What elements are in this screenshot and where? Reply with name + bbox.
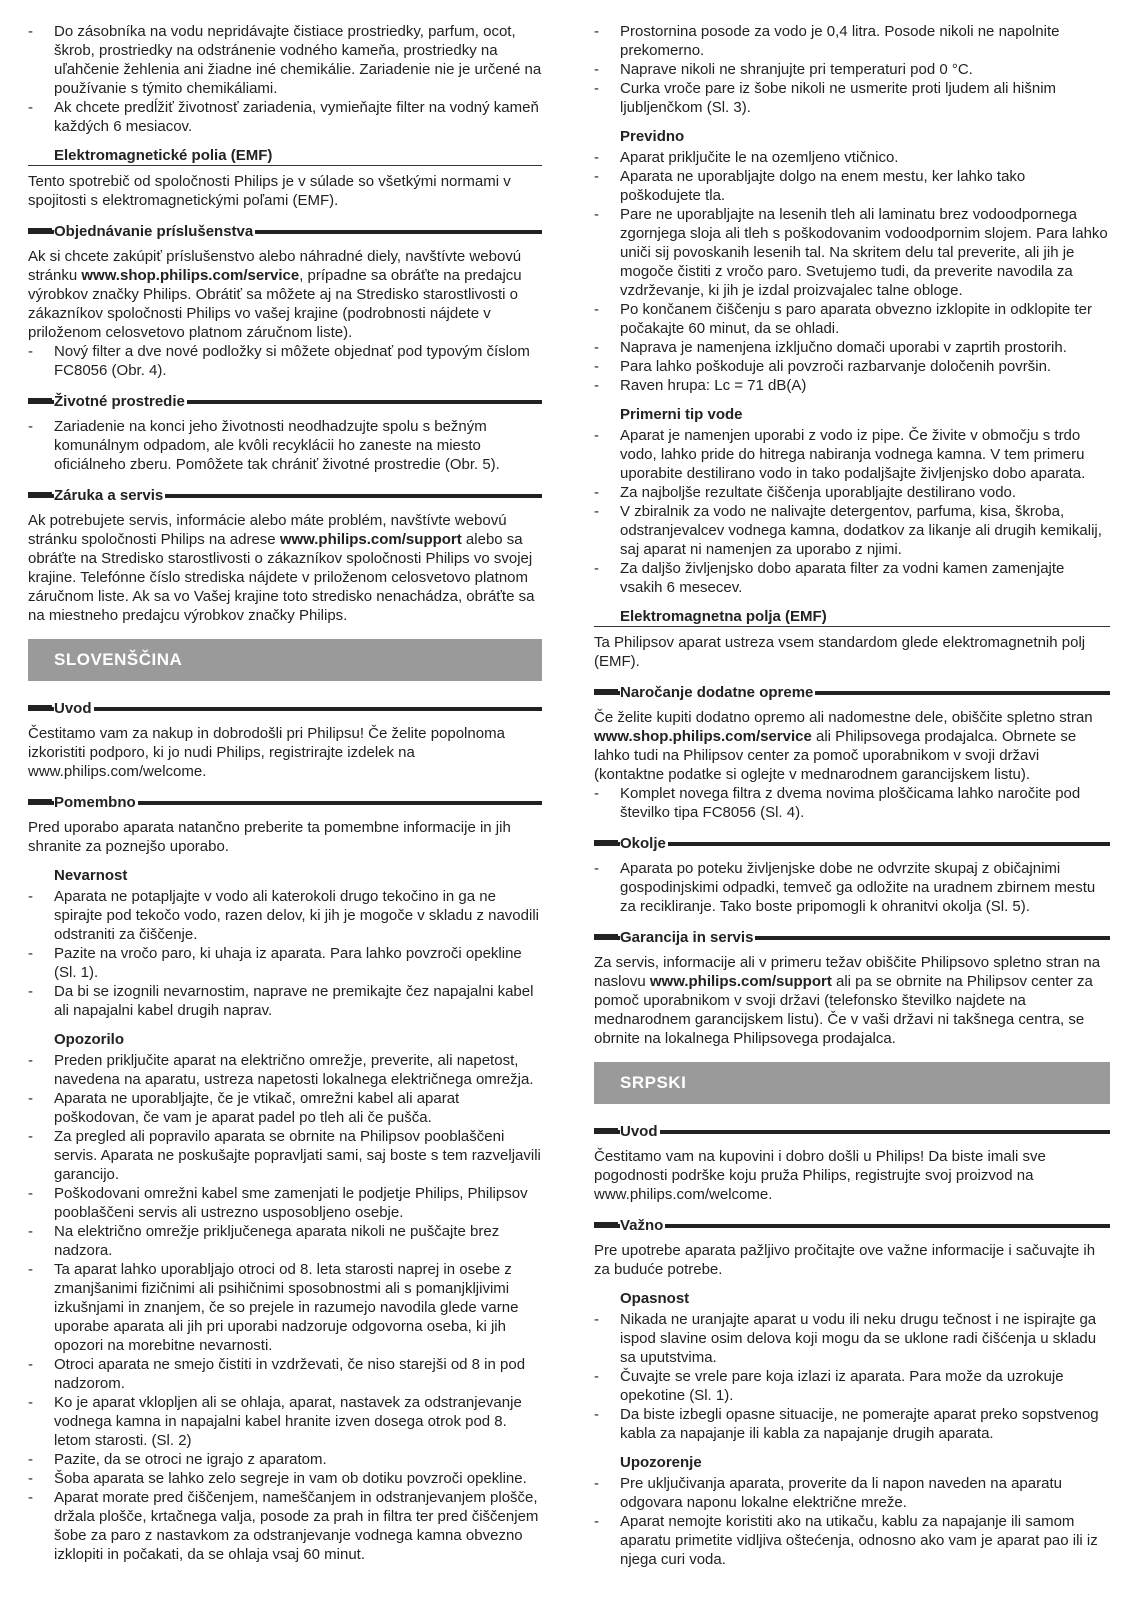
- list-item: - Pare ne uporabljajte na lesenih tleh ali laminatu brez vodoodpornega zgornjega sloja ali tleh s poškodovanim vodoodpornim slojem. Para lahko uniči sij povoskanih lesenih tal. Na skritem delu tal preverite, ali jih je mogoče čistiti z vročo paro. Svetujemo tudi, da preverite navodila za vzdrževanje, ki jih je izdal proizvajalec talne obloge.: [594, 205, 1110, 300]
- list-item: - Aparat nemojte koristiti ako na utikaču, kablu za napajanje ili samom aparatu primetite vidljiva oštećenja, odnosno ako vam je aparat pao ili iz njega curi voda.: [594, 1512, 1110, 1569]
- list-item: - Prostornina posode za vodo je 0,4 litra. Posode nikoli ne napolnite prekomerno.: [594, 22, 1110, 60]
- subheading-nevarnost: Nevarnost: [54, 867, 128, 884]
- list-item: - Za daljšo življenjsko dobo aparata filter za vodni kamen zamenjajte vsakih 6 mesecev.: [594, 559, 1110, 597]
- list-item: - Čuvajte se vrele pare koja izlazi iz aparata. Para može da uzrokuje opekotine (Sl. 1).: [594, 1367, 1110, 1405]
- list-item: - Nový filter a dve nové podložky si môžete objednať pod typovým číslom FC8056 (Obr. 4).: [28, 342, 542, 380]
- list-item: - Otroci aparata ne smejo čistiti in vzdrževati, če niso starejši od 8 in pod nadzorom.: [28, 1355, 542, 1393]
- section-heading-environment: Okolje: [594, 834, 1110, 853]
- list-item: - Do zásobníka na vodu nepridávajte čistiace prostriedky, parfum, ocot, škrob, prostriedky na odstránenie vodného kameňa, prostriedky na uľahčenie žehlenia ani žiadne iné chemikálie. Zariadenie nie je určené na používanie s týmito chemikáliami.: [28, 22, 542, 98]
- list-item: - Preden priključite aparat na električno omrežje, preverite, ali napetost, navedena na aparatu, ustreza napetosti lokalnega električnega omrežja.: [28, 1051, 542, 1089]
- list-item: - Naprava je namenjena izključno domači uporabi v zaprtih prostorih.: [594, 338, 1110, 357]
- subheading-upozorenje: Upozorenje: [620, 1454, 702, 1471]
- list-item: - Ta aparat lahko uporabljajo otroci od 8. leta starosti naprej in osebe z zmanjšanimi fizičnimi ali psihičnimi sposobnostmi ali s pomanjkljivimi izkušnjami in znanjem, če so prejele in razumejo navodila glede varne uporabe aparata ali jih pri uporabi nadzoruje odgovorna oseba, ki jih opozori na morebitne nevarnosti.: [28, 1260, 542, 1355]
- list-item: - Aparat priključite le na ozemljeno vtičnico.: [594, 148, 1110, 167]
- right-column: [594, 22, 1110, 1569]
- paragraph: Čestitamo vam za nakup in dobrodošli pri Philipsu! Če želite popolnoma izkoristiti podporo, ki jo nudi Philips, registrirajte izdelek na www.philips.com/welcome.: [28, 725, 505, 780]
- list-item: - Raven hrupa: Lc = 71 dB(A): [594, 376, 1110, 395]
- section-heading-emf: Elektromagnetna polja (EMF): [594, 607, 1110, 627]
- support-link[interactable]: www.philips.com/support: [279, 531, 462, 548]
- list-item: - Curka vroče pare iz šobe nikoli ne usmerite proti ljudem ali hišnim ljubljenčkom (Sl. 3).: [594, 79, 1110, 117]
- paragraph: Pre upotrebe aparata pažljivo pročitajte ove važne informacije i sačuvajte ih za buduće potrebe.: [594, 1242, 1096, 1278]
- language-band-slovenscina: SLOVENŠČINA: [28, 639, 542, 681]
- list-item: - Aparat je namenjen uporabi z vodo iz pipe. Če živite v območju s trdo vodo, lahko pride do hitrega nabiranja vodnega kamna. V tem primeru uporabite destilirano vodo in tako podaljšajte življenjsko dobo aparata.: [594, 426, 1110, 483]
- paragraph: Ta Philipsov aparat ustreza vsem standardom glede elektromagnetnih polj (EMF).: [594, 634, 1086, 670]
- list-item: - Da bi se izognili nevarnostim, naprave ne premikajte čez napajalni kabel ali napajalni kabel drugih naprav.: [28, 982, 542, 1020]
- support-link[interactable]: www.philips.com/support: [649, 973, 832, 990]
- section-heading-uvod: Uvod: [594, 1122, 1110, 1141]
- list-item: - Nikada ne uranjajte aparat u vodu ili neku drugu tečnost i ne ispirajte ga ispod slavine osim delova koji mogu da se uklone radi čišćenja u skladu sa uputstvima.: [594, 1310, 1110, 1367]
- list-item: - Da biste izbegli opasne situacije, ne pomerajte aparat preko sopstvenog kabla za napajanje ili kabla za napajanje drugih aparata.: [594, 1405, 1110, 1443]
- list-item: - Poškodovani omrežni kabel sme zamenjati le podjetje Philips, Philipsov pooblaščeni servis ali ustrezno usposobljeno osebje.: [28, 1184, 542, 1222]
- list-item: - Po končanem čiščenju s paro aparata obvezno izklopite in odklopite ter počakajte 60 minut, da se ohladi.: [594, 300, 1110, 338]
- list-item: - Naprave nikoli ne shranjujte pri temperaturi pod 0 °C.: [594, 60, 1110, 79]
- list-item: - V zbiralnik za vodo ne nalivajte detergentov, parfuma, kisa, škroba, odstranjevalcev vodnega kamna, dodatkov za likanje ali drugih kemikalij, saj aparat ni namenjen za uporabo z njimi.: [594, 502, 1110, 559]
- subheading-water-type: Primerni tip vode: [620, 406, 743, 423]
- section-heading-vazno: Važno: [594, 1216, 1110, 1235]
- language-band-srpski: SRPSKI: [594, 1062, 1110, 1104]
- list-item: - Za pregled ali popravilo aparata se obrnite na Philipsov pooblaščeni servis. Aparata ne poskušajte popravljati sami, saj boste s tem razveljavili garancijo.: [28, 1127, 542, 1184]
- list-item: - Ko je aparat vklopljen ali se ohlaja, aparat, nastavek za odstranjevanje vodnega kamna in napajalni kabel hranite izven dosega otrok pod 8. letom starosti. (Sl. 2): [28, 1393, 542, 1450]
- left-column: [28, 22, 542, 1564]
- paragraph: Za servis, informacije ali v primeru težav obiščite Philipsovo spletno stran na naslovu www.philips.com/support ali pa se obrnite na Philipsov center za pomoč uporabnikom v svoji državi (telefonsko številko najdete na mednarodnem garancijskem listu). Če v vaši državi ni takšnega centra, se obrnite na lokalnega Philipsovega prodajalca.: [594, 954, 1101, 1047]
- list-item: - Šoba aparata se lahko zelo segreje in vam ob dotiku povzroči opekline.: [28, 1469, 542, 1488]
- paragraph: Če želite kupiti dodatno opremo ali nadomestne dele, obiščite spletno stran www.shop.philips.com/service ali Philipsovega prodajalca. Obrnete se lahko tudi na Philipsov center za pomoč uporabnikom v svoji državi (kontaktne podatke si oglejte v mednarodnem garancijskem listu).: [594, 709, 1093, 783]
- list-item: - Aparata ne uporabljajte, če je vtikač, omrežni kabel ali aparat poškodovan, če vam je aparat padel po tleh ali če pušča.: [28, 1089, 542, 1127]
- shop-link[interactable]: www.shop.philips.com/service: [594, 728, 812, 745]
- section-heading-emf: Elektromagnetické polia (EMF): [28, 146, 542, 166]
- list-item: - Pre uključivanja aparata, proverite da li napon naveden na aparatu odgovara naponu lokalne električne mreže.: [594, 1474, 1110, 1512]
- section-heading-accessories: Objednávanie príslušenstva: [28, 222, 542, 241]
- list-item: - Aparat morate pred čiščenjem, nameščanjem in odstranjevanjem plošče, držala plošče, krtačnega valja, posode za prah in filtra ter pred čiščenjem šobe za paro z nastavkom za odstranjevanje vodnega kamna obvezno izklopiti in počakati, da se ohlaja vsaj 60 minut.: [28, 1488, 542, 1564]
- list-item: - Zariadenie na konci jeho životnosti neodhadzujte spolu s bežným komunálnym odpadom, ale kvôli recyklácii ho zaneste na miesto oficiálneho zberu. Pomôžete tak chrániť životné prostredie (Obr. 5).: [28, 417, 542, 474]
- list-item: - Para lahko poškoduje ali povzroči razbarvanje določenih površin.: [594, 357, 1110, 376]
- section-heading-warranty: Záruka a servis: [28, 486, 542, 505]
- list-item: - Aparata ne potapljajte v vodo ali katerokoli drugo tekočino in ga ne spirajte pod tekočo vodo, razen delov, ki jih je mogoče v skladu z navodili odstraniti za čiščenje.: [28, 887, 542, 944]
- list-item: - Pazite na vročo paro, ki uhaja iz aparata. Para lahko povzroči opekline (Sl. 1).: [28, 944, 542, 982]
- subheading-previdno: Previdno: [620, 128, 685, 145]
- subheading-opasnost: Opasnost: [620, 1290, 690, 1307]
- list-item: - Aparata ne uporabljajte dolgo na enem mestu, ker lahko tako poškodujete tla.: [594, 167, 1110, 205]
- paragraph: Ak si chcete zakúpiť príslušenstvo alebo náhradné diely, navštívte webovú stránku www.shop.philips.com/service, prípadne sa obráťte na predajcu výrobkov značky Philips. Obrátiť sa môžete aj na Stredisko starostlivosti o zákazníkov spoločnosti Philips vo vašej krajine (podrobnosti nájdete v priloženom celosvetovo platnom záručnom liste).: [28, 248, 522, 341]
- paragraph: Ak potrebujete servis, informácie alebo máte problém, navštívte webovú stránku spoločnosti Philips na adrese www.philips.com/support alebo sa obráťte na Stredisko starostlivosti o zákazníkov spoločnosti Philips vo svojej krajine. Telefónne číslo strediska nájdete v priloženom celosvetovo platnom záručnom liste. Ak sa vo Vašej krajine toto stredisko nenachádza, obráťte sa na miestneho predajcu výrobkov značky Philips.: [28, 512, 535, 624]
- list-item: - Na električno omrežje priključenega aparata nikoli ne puščajte brez nadzora.: [28, 1222, 542, 1260]
- paragraph: Pred uporabo aparata natančno preberite ta pomembne informacije in jih shranite za poznejšo uporabo.: [28, 819, 511, 855]
- subheading-opozorilo: Opozorilo: [54, 1031, 124, 1048]
- section-heading-warranty: Garancija in servis: [594, 928, 1110, 947]
- list-item: - Ak chcete predĺžiť životnosť zariadenia, vymieňajte filter na vodný kameň každých 6 mesiacov.: [28, 98, 542, 136]
- paragraph: Čestitamo vam na kupovini i dobro došli u Philips! Da biste imali sve pogodnosti podrške koju pruža Philips, registrujte svoj proizvod na www.philips.com/welcome.: [594, 1148, 1046, 1203]
- list-item: - Komplet novega filtra z dvema novima ploščicama lahko naročite pod številko tipa FC8056 (Sl. 4).: [594, 784, 1110, 822]
- list-item: - Pazite, da se otroci ne igrajo z aparatom.: [28, 1450, 542, 1469]
- list-item: - Za najboljše rezultate čiščenja uporabljajte destilirano vodo.: [594, 483, 1110, 502]
- shop-link[interactable]: www.shop.philips.com/service: [81, 267, 300, 284]
- section-heading-accessories: Naročanje dodatne opreme: [594, 683, 1110, 702]
- section-heading-environment: Životné prostredie: [28, 392, 542, 411]
- section-heading-uvod: Uvod: [28, 699, 542, 718]
- section-heading-pomembno: Pomembno: [28, 793, 542, 812]
- list-item: - Aparata po poteku življenjske dobe ne odvrzite skupaj z običajnimi gospodinjskimi odpadki, temveč ga odložite na uradnem zbirnem mestu za recikliranje. Tako boste pripomogli k ohranitvi okolja (Sl. 5).: [594, 859, 1110, 916]
- paragraph: Tento spotrebič od spoločnosti Philips je v súlade so všetkými normami v spojitosti s elektromagnetickými poľami (EMF).: [28, 173, 511, 209]
